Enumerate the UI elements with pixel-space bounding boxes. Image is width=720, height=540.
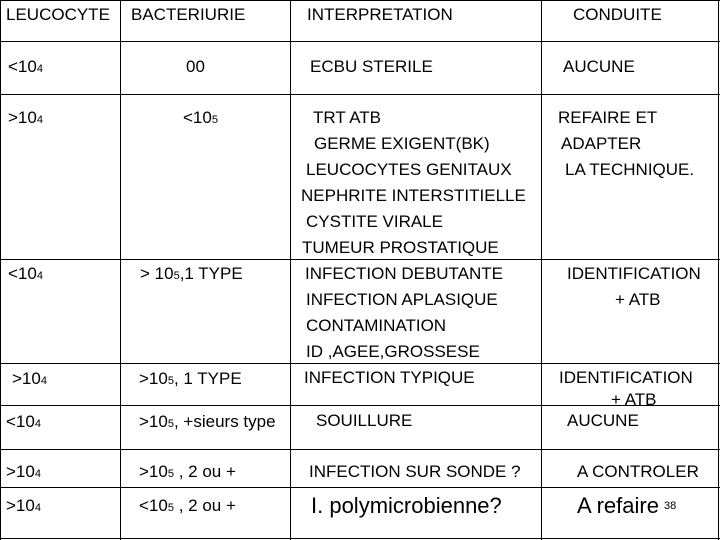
leucocyte-cell: <104 [6,412,41,431]
leucocyte-cell: <104 [8,264,43,283]
conduite-line: ADAPTER [561,134,642,153]
bacteriurie-cell: <105 , 2 ou + [139,496,236,515]
interpretation-line: NEPHRITE INTERSTITIELLE [301,186,526,205]
interpretation-line: INFECTION TYPIQUE [304,368,475,387]
interpretation-line: I. polymicrobienne? [311,493,502,518]
column-divider [541,0,542,540]
bacteriurie-cell: <105 [183,108,218,127]
interpretation-line: TUMEUR PROSTATIQUE [302,238,499,257]
column-divider [290,0,291,540]
bacteriurie-cell: > 105,1 TYPE [140,264,243,283]
interpretation-line: ID ,AGEE,GROSSESE [306,342,480,361]
interpretation-line: ECBU STERILE [310,57,433,76]
bacteriurie-cell: >105, +sieurs type [139,412,276,431]
leucocyte-cell: >104 [6,462,41,481]
interpretation-line: INFECTION DEBUTANTE [305,264,504,283]
page-number: 38 [664,500,677,512]
conduite-line: IDENTIFICATION [567,264,701,283]
interpretation-line: LEUCOCYTES GENITAUX [306,160,512,179]
table-border-top [0,0,720,1]
header-conduite: CONDUITE [573,5,662,24]
table-border-bottom [0,538,720,539]
leucocyte-cell: <104 [8,57,43,76]
interpretation-line: CONTAMINATION [306,316,447,335]
conduite-line: A refaire [577,493,659,518]
interpretation-line: SOUILLURE [316,411,413,430]
row-divider [0,94,720,95]
conduite-line: IDENTIFICATION [559,368,693,387]
column-divider [120,0,121,540]
row-divider [0,259,720,260]
conduite-line: AUCUNE [563,57,635,76]
bacteriurie-cell: 00 [186,57,205,76]
interpretation-line: CYSTITE VIRALE [306,212,443,231]
conduite-line: + ATB [615,290,661,309]
interpretation-line: INFECTION APLASIQUE [306,290,498,309]
interpretation-line: TRT ATB [313,108,382,127]
row-divider [0,41,720,42]
leucocyte-cell: >104 [8,108,43,127]
interpretation-line: GERME EXIGENT(BK) [314,134,490,153]
bacteriurie-cell: >105, 1 TYPE [139,369,242,388]
row-divider [0,363,720,364]
row-divider [0,449,720,450]
header-bacteriurie: BACTERIURIE [131,5,246,24]
interpretation-line: INFECTION SUR SONDE ? [309,462,521,481]
leucocyte-cell: >104 [12,369,47,388]
bacteriurie-cell: >105 , 2 ou + [139,462,236,481]
header-interpretation: INTERPRETATION [307,5,453,24]
table-border-right [718,0,719,540]
leucocyte-cell: >104 [6,496,41,515]
row-divider [0,487,720,488]
conduite-line: AUCUNE [567,411,639,430]
conduite-line: + ATB [611,390,657,409]
conduite-line: REFAIRE ET [558,108,658,127]
table-border-left [0,0,1,540]
header-leucocyte: LEUCOCYTE [6,5,110,24]
conduite-line: A CONTROLER [577,462,699,481]
conduite-line: LA TECHNIQUE. [565,160,695,179]
